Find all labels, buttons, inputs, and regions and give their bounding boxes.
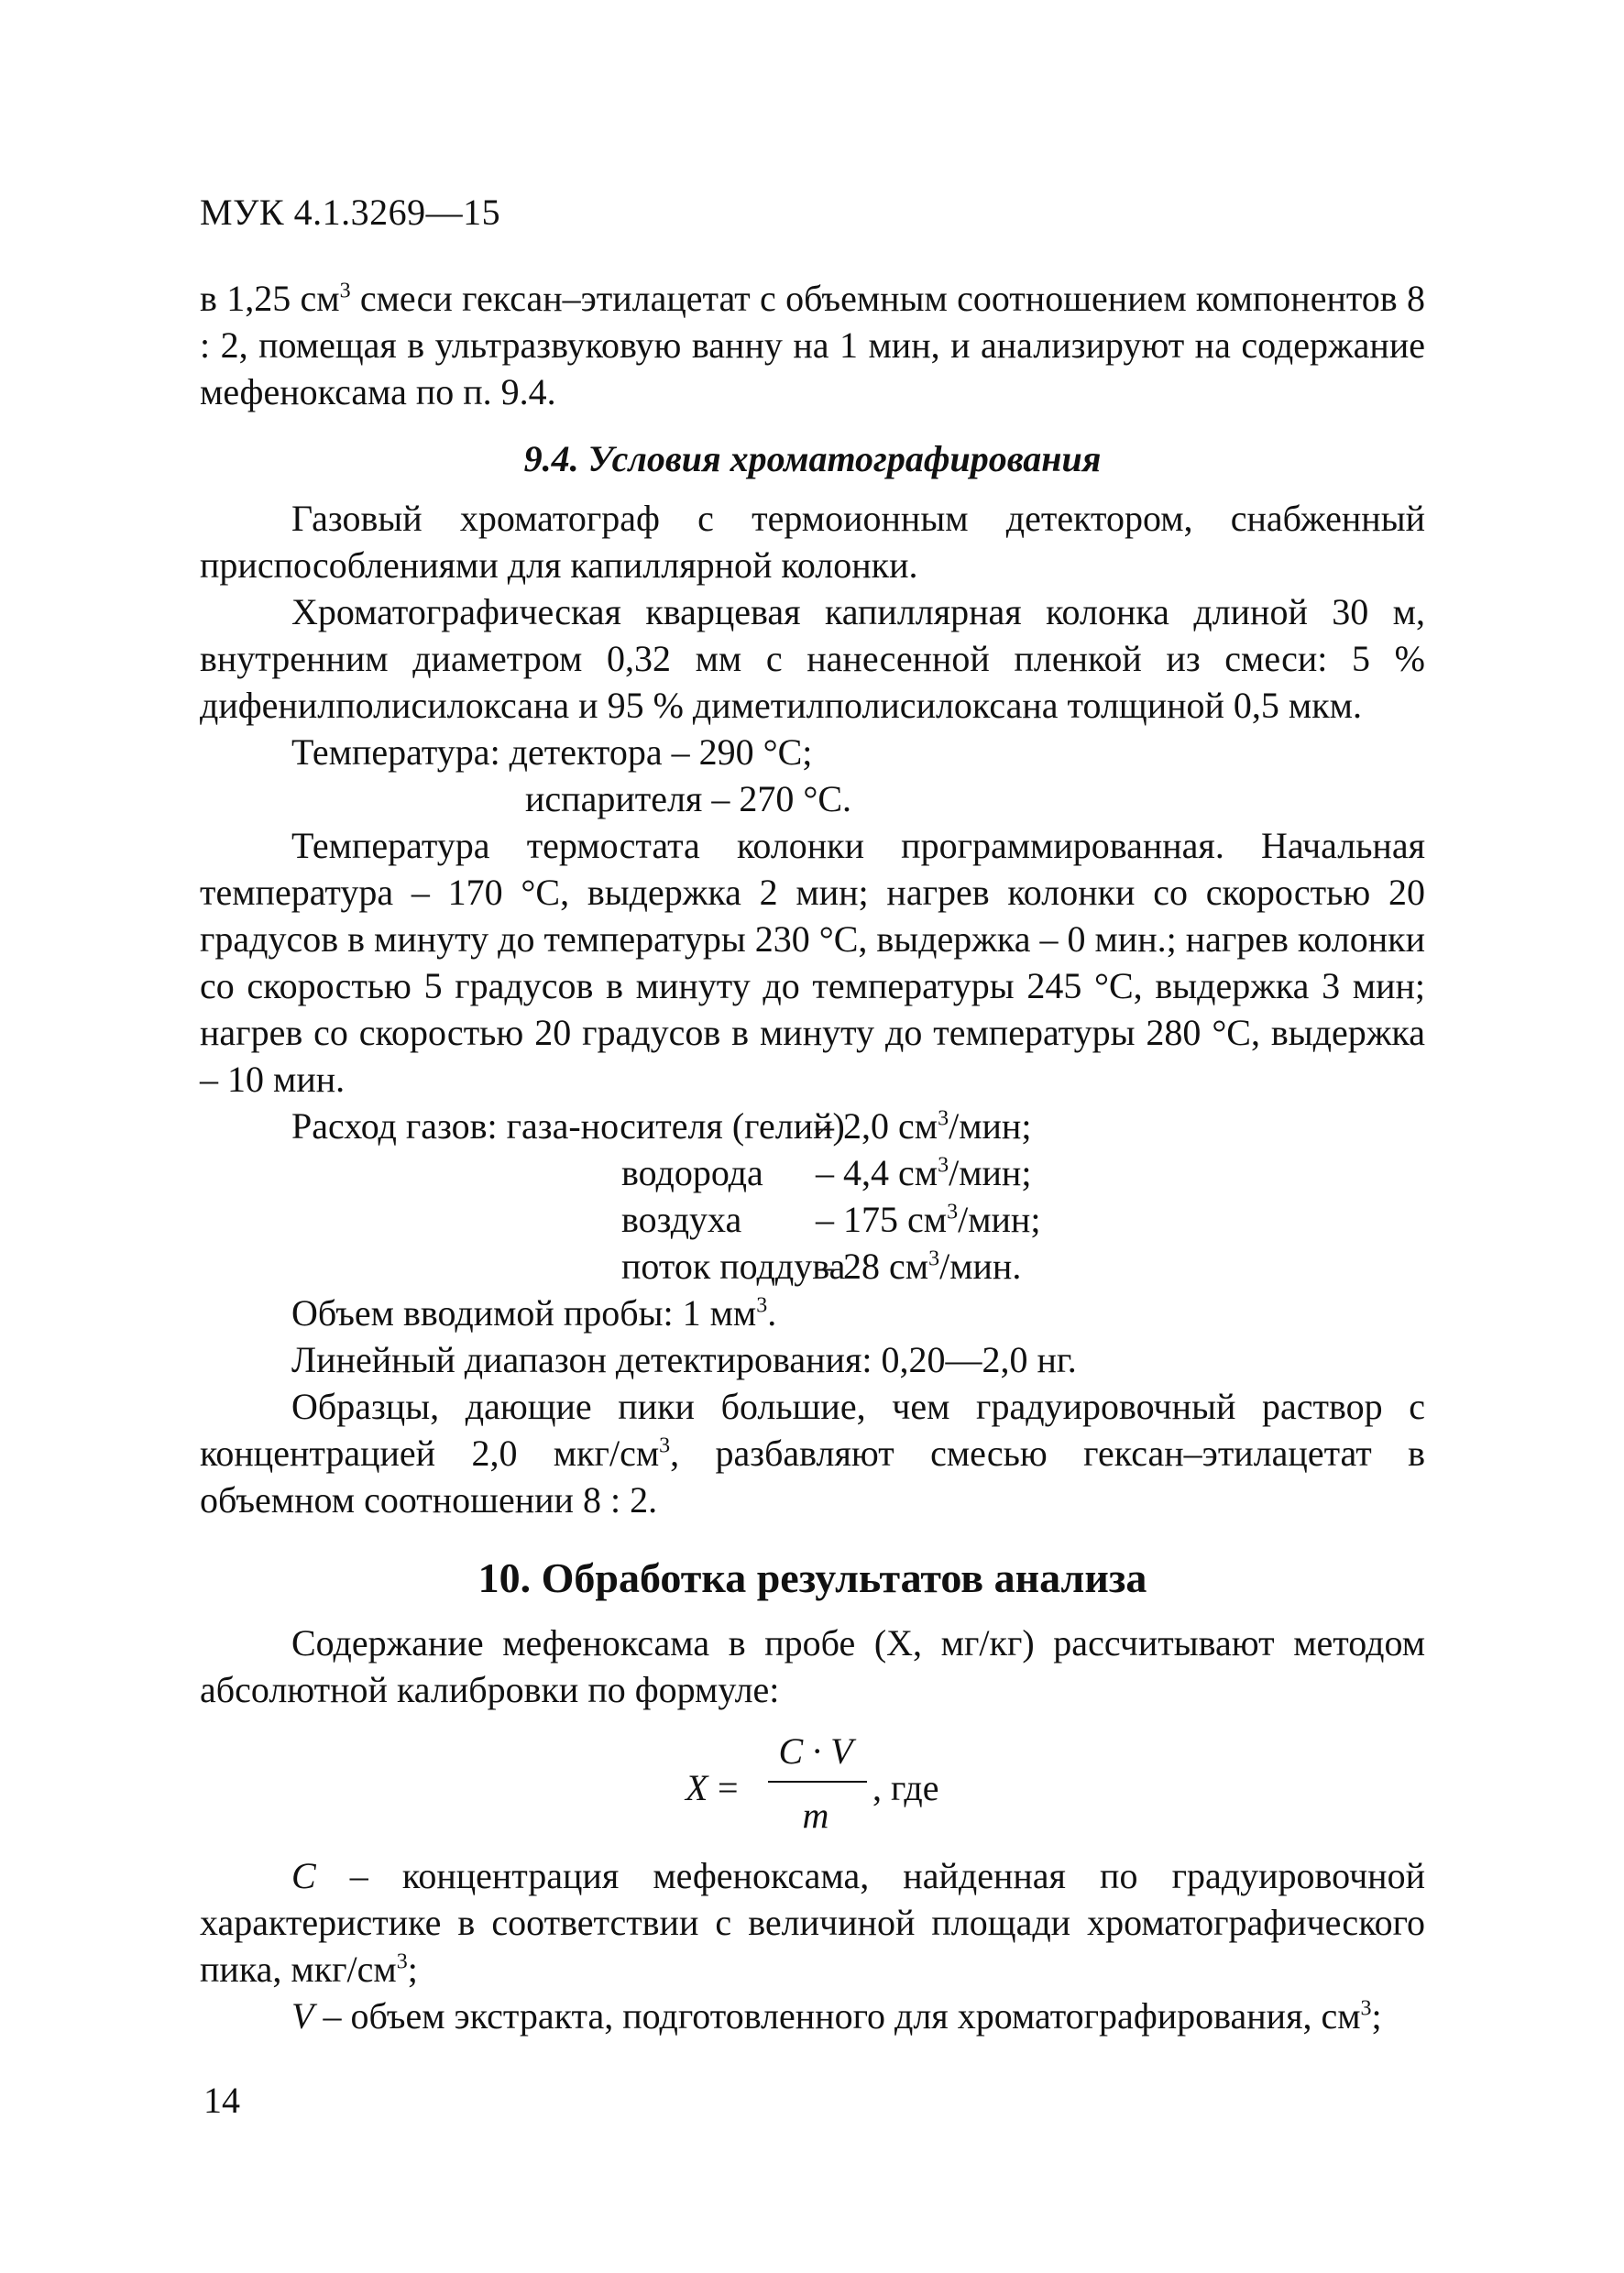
- formula-numerator: C · V: [778, 1730, 853, 1772]
- temperature-detector: Температура: детектора – 290 °С;: [291, 731, 813, 773]
- linear-range: Линейный диапазон детектирования: 0,20—2,0 нг.: [291, 1339, 1077, 1380]
- gas-value: – 175 $см^3$/мин;: [816, 1199, 1041, 1240]
- gas-label: Расход газов: газа-носителя (гелий): [291, 1105, 845, 1147]
- paragraph-chromatograph: Газовый хроматограф с термоионным детектором, снабженный приспособлениями для капиллярной колонки.: [200, 498, 1425, 586]
- page-number: 14: [203, 2080, 240, 2121]
- gas-value: – 4,4 $см^3$/мин;: [816, 1152, 1032, 1193]
- definition-c: С – концентрация мефеноксама, найденная по градуировочной характеристике в соответствии с величиной площади хроматографического пика, мкг/$см^3$;: [200, 1855, 1425, 1990]
- body-text: [200, 275, 1425, 2039]
- gas-flow-table: [200, 1103, 1425, 1290]
- formula-lhs: X: [686, 1767, 708, 1808]
- temperature-evaporator: испарителя – 270 °С.: [525, 778, 851, 819]
- gas-value: – 2,0 $см^3$/мин;: [816, 1105, 1032, 1147]
- formula: [200, 1728, 1425, 1838]
- paragraph-dilution: Образцы, дающие пики большие, чем градуировочный раствор с концентрацией 2,0 мкг/$см^3$, разбавляют смесью гексан–этилацетат в объемном соотношении 8 : 2.: [200, 1386, 1426, 1521]
- paragraph-calculation: Содержание мефеноксама в пробе (X, мг/кг) рассчитывают методом абсолютной калибровки по формуле:: [200, 1622, 1425, 1710]
- gas-value: – 28 $см^3$/мин.: [816, 1246, 1022, 1287]
- paragraph-column: Хроматографическая кварцевая капиллярная колонка длиной 30 м, внутренним диаметром 0,32 мм с нанесенной пленкой из смеси: 5 % дифенилполисилоксана и 95 % диметилполисилоксана толщиной 0,5 мкм.: [200, 591, 1425, 726]
- gas-label: воздуха: [621, 1199, 742, 1240]
- formula-equals: =: [718, 1767, 739, 1808]
- injection-volume: Объем вводимой пробы: 1 $мм^3$.: [291, 1292, 777, 1334]
- section-9-4-heading: 9.4. Условия хроматографирования: [523, 438, 1102, 479]
- running-head: МУК 4.1.3269—15: [200, 192, 501, 233]
- formula-tail: , где: [872, 1767, 939, 1808]
- definition-v: V – объем экстракта, подготовленного для хроматографирования, $см^3$;: [291, 1995, 1382, 2037]
- paragraph-thermostat-program: Температура термостата колонки программированная. Начальная температура – 170 °С, выдержка 2 мин; нагрев колонки со скоростью 20 градусов в минуту до температуры 230 °С, выдержка – 0 мин.; нагрев колонки со скоростью 5 градусов в минуту до температуры 245 °С, выдержка 3 мин; нагрев со скоростью 20 градусов в минуту до температуры 280 °С, выдержка – 10 мин.: [200, 825, 1426, 1100]
- gas-label: водорода: [621, 1152, 763, 1193]
- formula-denominator: m: [802, 1795, 829, 1836]
- section-10-heading: 10. Обработка результатов анализа: [477, 1554, 1147, 1601]
- intro-paragraph: в 1,25 $см^3$ смеси гексан–этилацетат с объемным соотношением компонентов 8 : 2, помещая в ультразвуковую ванну на 1 мин, и анализируют на содержание мефеноксама по п. 9.4.: [200, 278, 1426, 412]
- formula-fraction-bar: [768, 1781, 867, 1783]
- superscript: 3: [339, 279, 351, 303]
- gas-label: поток поддува: [621, 1246, 846, 1287]
